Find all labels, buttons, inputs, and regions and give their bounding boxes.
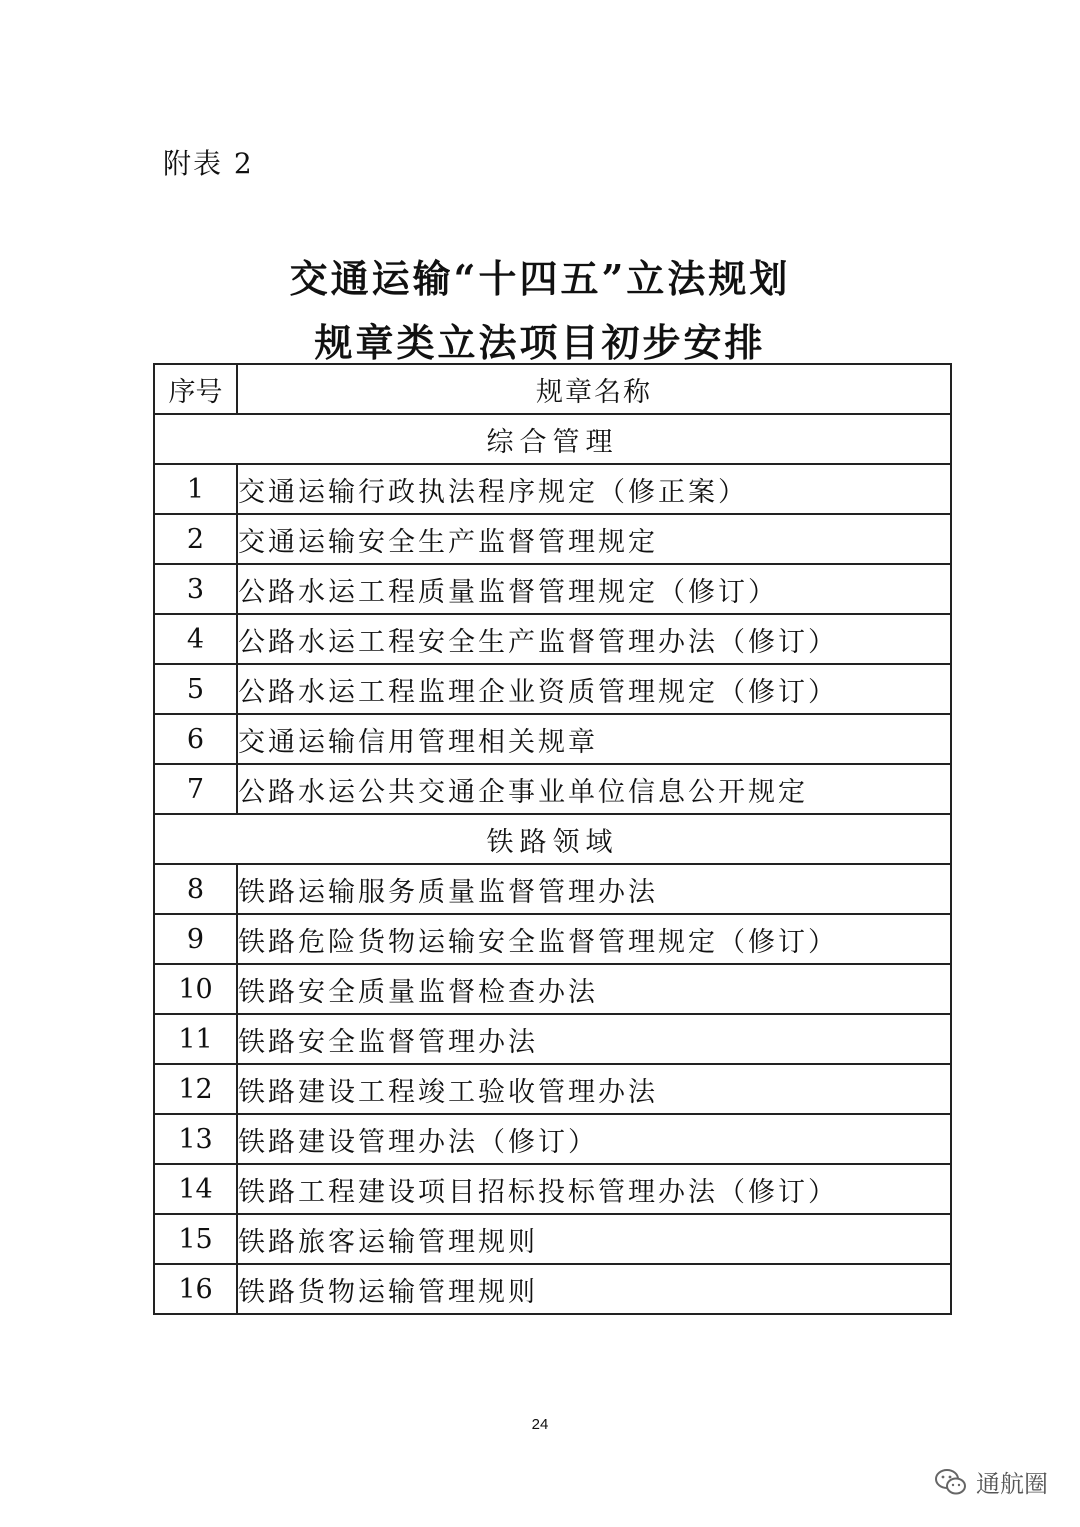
rule-name: 铁路安全监督管理办法	[237, 1014, 951, 1064]
row-number: 4	[154, 614, 237, 664]
page-title: 交通运输“十四五”立法规划	[289, 256, 791, 301]
appendix-label: 附表 2	[163, 147, 254, 180]
table-row	[154, 1214, 951, 1264]
rule-name: 交通运输行政执法程序规定（修正案）	[237, 464, 951, 514]
row-number: 14	[154, 1164, 237, 1214]
row-number: 6	[154, 714, 237, 764]
rule-name: 公路水运工程监理企业资质管理规定（修订）	[237, 664, 951, 714]
page-subtitle: 规章类立法项目初步安排	[314, 320, 766, 365]
table-row	[154, 564, 951, 614]
table-row	[154, 714, 951, 764]
rule-name: 铁路运输服务质量监督管理办法	[237, 864, 951, 914]
header-no: 序号	[154, 364, 237, 414]
table-row	[154, 914, 951, 964]
section-title: 铁路领域	[154, 814, 951, 864]
rule-name: 交通运输信用管理相关规章	[237, 714, 951, 764]
row-number: 15	[154, 1214, 237, 1264]
watermark-text: 通航圈	[976, 1471, 1048, 1498]
table-header-row	[154, 364, 951, 414]
section-row	[154, 414, 951, 464]
page-number: 24	[531, 1416, 549, 1433]
table-row	[154, 664, 951, 714]
rule-name: 公路水运工程质量监督管理规定（修订）	[237, 564, 951, 614]
rule-name: 铁路安全质量监督检查办法	[237, 964, 951, 1014]
table-row	[154, 614, 951, 664]
table-row	[154, 464, 951, 514]
row-number: 10	[154, 964, 237, 1014]
table-row	[154, 764, 951, 814]
rule-name: 铁路工程建设项目招标投标管理办法（修订）	[237, 1164, 951, 1214]
table-body	[154, 414, 951, 1314]
row-number: 8	[154, 864, 237, 914]
wechat-icon	[934, 1467, 968, 1497]
row-number: 9	[154, 914, 237, 964]
header-name: 规章名称	[237, 364, 951, 414]
rule-name: 铁路建设管理办法（修订）	[237, 1114, 951, 1164]
row-number: 16	[154, 1264, 237, 1314]
row-number: 1	[154, 464, 237, 514]
table-row	[154, 864, 951, 914]
table-row	[154, 514, 951, 564]
section-title: 综合管理	[154, 414, 951, 464]
section-row	[154, 814, 951, 864]
rule-name: 铁路建设工程竣工验收管理办法	[237, 1064, 951, 1114]
row-number: 3	[154, 564, 237, 614]
table-row	[154, 1114, 951, 1164]
rule-name: 铁路旅客运输管理规则	[237, 1214, 951, 1264]
rule-name: 铁路危险货物运输安全监督管理规定（修订）	[237, 914, 951, 964]
rule-name: 公路水运工程安全生产监督管理办法（修订）	[237, 614, 951, 664]
rule-name: 交通运输安全生产监督管理规定	[237, 514, 951, 564]
table-row	[154, 1264, 951, 1314]
rule-name: 铁路货物运输管理规则	[237, 1264, 951, 1314]
row-number: 2	[154, 514, 237, 564]
table-row	[154, 964, 951, 1014]
row-number: 13	[154, 1114, 237, 1164]
table-row	[154, 1064, 951, 1114]
table-row	[154, 1164, 951, 1214]
row-number: 7	[154, 764, 237, 814]
row-number: 12	[154, 1064, 237, 1114]
row-number: 11	[154, 1014, 237, 1064]
row-number: 5	[154, 664, 237, 714]
rule-name: 公路水运公共交通企事业单位信息公开规定	[237, 764, 951, 814]
table-row	[154, 1014, 951, 1064]
watermark	[934, 1464, 1048, 1499]
rules-table	[153, 363, 952, 1315]
